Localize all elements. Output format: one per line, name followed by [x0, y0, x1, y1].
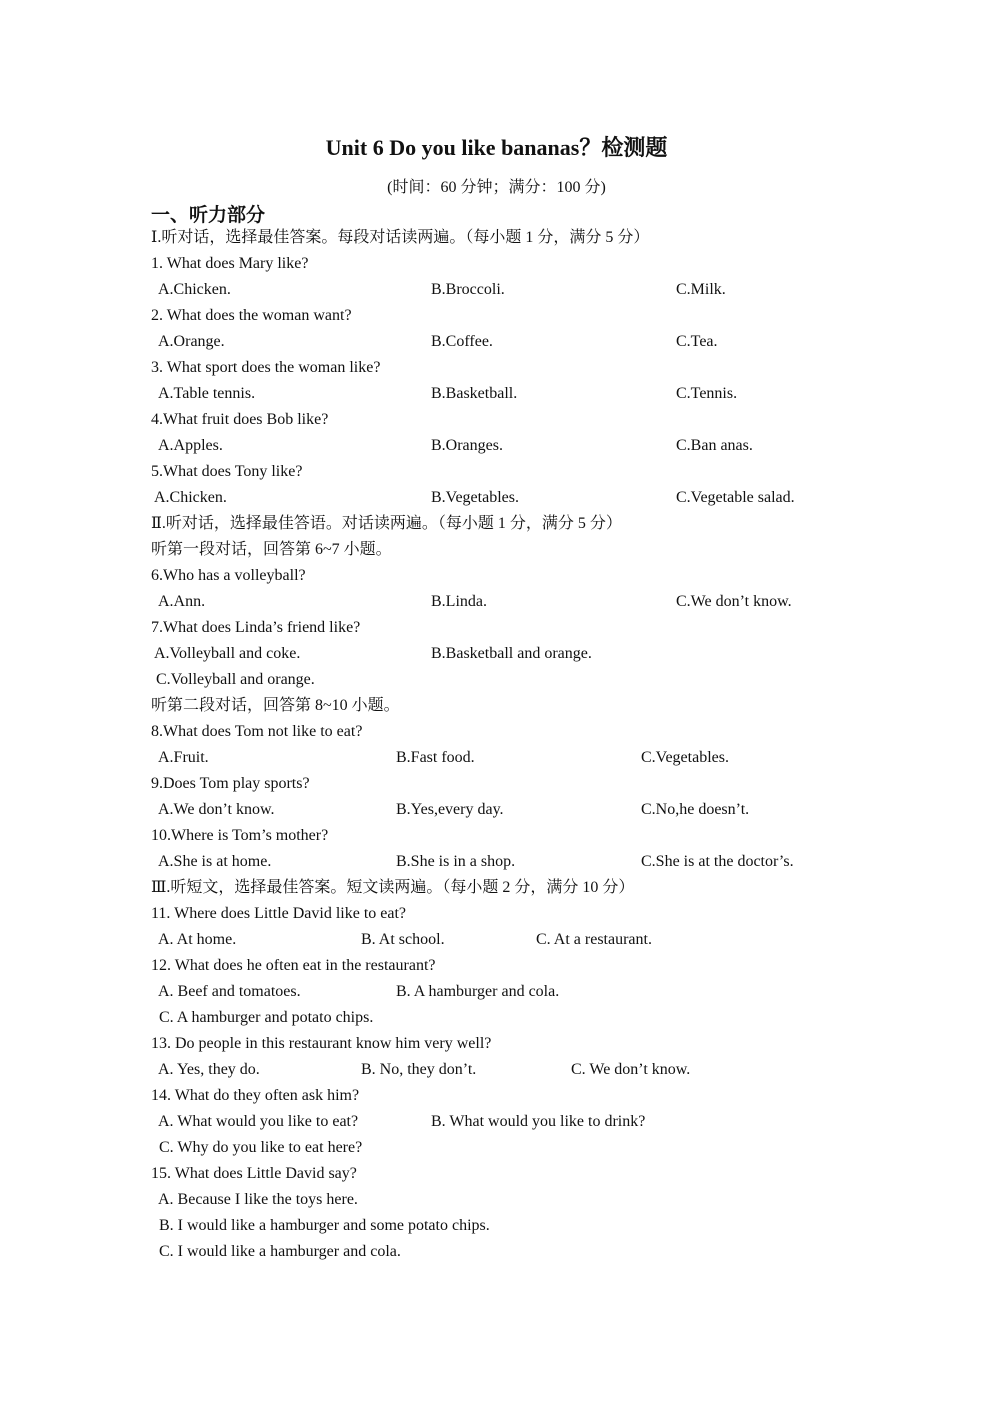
q12-option-b: B. A hamburger and cola. — [396, 983, 560, 1000]
question-2: 2. What does the woman want? — [151, 307, 352, 324]
q11-option-a: A. At home. — [158, 931, 237, 948]
q9-option-c: C.No,he doesn’t. — [641, 801, 750, 818]
q7-option-c: C.Volleyball and orange. — [156, 671, 315, 688]
part1-instruction: Ⅰ.听对话，选择最佳答案。每段对话读两遍。（每小题 1 分，满分 5 分） — [151, 229, 650, 246]
question-8: 8.What does Tom not like to eat? — [151, 723, 363, 740]
question-9: 9.Does Tom play sports? — [151, 775, 310, 792]
q12-option-a: A. Beef and tomatoes. — [158, 983, 301, 1000]
q3-option-b: B.Basketball. — [431, 385, 518, 402]
section-heading-listening: 一、听力部分 — [151, 204, 266, 226]
q6-option-b: B.Linda. — [431, 593, 487, 610]
q2-option-b: B.Coffee. — [431, 333, 493, 350]
q6-option-a: A.Ann. — [158, 593, 206, 610]
question-10: 10.Where is Tom’s mother? — [151, 827, 329, 844]
question-5: 5.What does Tony like? — [151, 463, 303, 480]
q14-option-a: A. What would you like to eat? — [158, 1113, 359, 1130]
exam-time-info: (时间：60 分钟；满分：100 分) — [387, 179, 606, 196]
q11-option-c: C. At a restaurant. — [536, 931, 652, 948]
q4-option-a: A.Apples. — [158, 437, 223, 454]
q3-option-c: C.Tennis. — [676, 385, 738, 402]
q5-option-c: C.Vegetable salad. — [676, 489, 795, 506]
q8-option-c: C.Vegetables. — [641, 749, 729, 766]
q14-option-c: C. Why do you like to eat here? — [159, 1139, 363, 1156]
question-4: 4.What fruit does Bob like? — [151, 411, 329, 428]
q13-option-c: C. We don’t know. — [571, 1061, 691, 1078]
question-3: 3. What sport does the woman like? — [151, 359, 381, 376]
q2-option-c: C.Tea. — [676, 333, 718, 350]
q2-option-a: A.Orange. — [158, 333, 225, 350]
q10-option-a: A.She is at home. — [158, 853, 272, 870]
q12-option-c: C. A hamburger and potato chips. — [159, 1009, 374, 1026]
question-12: 12. What does he often eat in the restaurant? — [151, 957, 436, 974]
q8-option-a: A.Fruit. — [158, 749, 209, 766]
part2-instruction: Ⅱ.听对话，选择最佳答语。对话读两遍。（每小题 1 分，满分 5 分） — [151, 515, 622, 532]
q15-option-c: C. I would like a hamburger and cola. — [159, 1243, 401, 1260]
question-1: 1. What does Mary like? — [151, 255, 309, 272]
question-15: 15. What does Little David say? — [151, 1165, 357, 1182]
dialog1-note: 听第一段对话，回答第 6~7 小题。 — [151, 541, 392, 558]
question-11: 11. Where does Little David like to eat? — [151, 905, 407, 922]
question-13: 13. Do people in this restaurant know him very well? — [151, 1035, 492, 1052]
q6-option-c: C.We don’t know. — [676, 593, 792, 610]
part3-instruction: Ⅲ.听短文，选择最佳答案。短文读两遍。（每小题 2 分，满分 10 分） — [151, 879, 635, 896]
q13-option-a: A. Yes, they do. — [158, 1061, 260, 1078]
question-6: 6.Who has a volleyball? — [151, 567, 306, 584]
q5-option-b: B.Vegetables. — [431, 489, 519, 506]
q10-option-c: C.She is at the doctor’s. — [641, 853, 794, 870]
q15-option-b: B. I would like a hamburger and some potato chips. — [159, 1217, 490, 1234]
q15-option-a: A. Because I like the toys here. — [158, 1191, 358, 1208]
question-7: 7.What does Linda’s friend like? — [151, 619, 361, 636]
q1-option-a: A.Chicken. — [158, 281, 231, 298]
q7-option-b: B.Basketball and orange. — [431, 645, 592, 662]
q14-option-b: B. What would you like to drink? — [431, 1113, 646, 1130]
q1-option-c: C.Milk. — [676, 281, 726, 298]
q4-option-c: C.Ban anas. — [676, 437, 753, 454]
q8-option-b: B.Fast food. — [396, 749, 475, 766]
q3-option-a: A.Table tennis. — [158, 385, 256, 402]
q1-option-b: B.Broccoli. — [431, 281, 505, 298]
q13-option-b: B. No, they don’t. — [361, 1061, 477, 1078]
q10-option-b: B.She is in a shop. — [396, 853, 516, 870]
q4-option-b: B.Oranges. — [431, 437, 503, 454]
q9-option-b: B.Yes,every day. — [396, 801, 504, 818]
q11-option-b: B. At school. — [361, 931, 445, 948]
page-title: Unit 6 Do you like bananas？检测题 — [325, 135, 668, 160]
question-14: 14. What do they often ask him? — [151, 1087, 360, 1104]
q9-option-a: A.We don’t know. — [158, 801, 275, 818]
q5-option-a: A.Chicken. — [154, 489, 227, 506]
dialog2-note: 听第二段对话，回答第 8~10 小题。 — [151, 697, 400, 714]
q7-option-a: A.Volleyball and coke. — [154, 645, 301, 662]
